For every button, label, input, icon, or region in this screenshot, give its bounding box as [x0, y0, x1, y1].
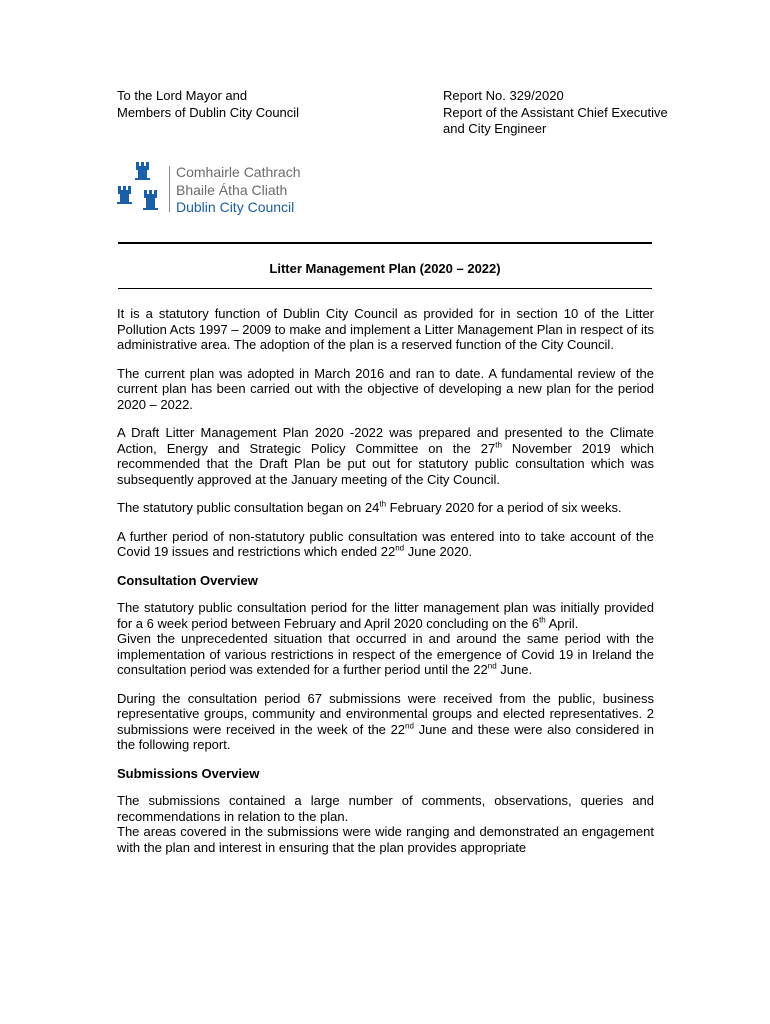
paragraph: Given the unprecedented situation that occurred in and around the same period with the implementation of various restrictions in respect of the emergence of Covid 19 in Ireland the consultation period was extended for a further period until the 22nd June. [117, 631, 654, 677]
paragraph: The statutory public consultation period for the litter management plan was initially provided for a 6 week period between February and April 2020 concluding on the 6th April. [117, 600, 654, 631]
addressee-line-2: Members of Dublin City Council [117, 104, 300, 120]
paragraph: A Draft Litter Management Plan 2020 -2022 was prepared and presented to the Climate Action, Energy and Strategic Policy Committee on the 27th November 2019 which recommended that the Draft Plan be put out for statutory public consultation which was subsequently approved at the January meeting of the City Council. [117, 425, 654, 487]
paragraph: The areas covered in the submissions were wide ranging and demonstrated an engagement with the plan and interest in ensuring that the plan provides appropriate [117, 824, 654, 855]
three-castles-icon [116, 160, 166, 216]
logo-wordmark [176, 164, 301, 217]
logo-line-irish-1: Comhairle Cathrach [176, 164, 301, 180]
document-body [117, 306, 654, 868]
paragraph: The current plan was adopted in March 2016 and ran to date. A fundamental review of the current plan has been carried out with the objective of developing a new plan for the period 2020 – 2022. [117, 365, 654, 412]
paragraph: A further period of non-statutory public consultation was entered into to take account of the Covid 19 issues and restrictions which ended 22nd June 2020. [117, 528, 654, 559]
document-title: Litter Management Plan (2020 – 2022) [269, 261, 501, 276]
paragraph: During the consultation period 67 submissions were received from the public, business representative groups, community and environmental groups and elected representatives. 2 submissions were received in the week of the 22nd June and these were also considered in the following report. [117, 690, 654, 752]
logo-divider [169, 166, 170, 212]
paragraph: The statutory public consultation began on 24th February 2020 for a period of six weeks. [117, 499, 622, 515]
section-heading-submissions: Submissions Overview [117, 765, 260, 781]
logo-line-irish-2: Bhaile Átha Cliath [176, 181, 288, 198]
section-heading-consultation: Consultation Overview [117, 572, 258, 588]
report-author-line-2: and City Engineer [443, 121, 547, 136]
report-info-block [443, 88, 668, 138]
addressee-block [117, 88, 299, 121]
title-rule-top [118, 242, 652, 244]
logo-line-english: Dublin City Council [176, 199, 295, 215]
paragraph: It is a statutory function of Dublin City Council as provided for in section 10 of the Litter Pollution Acts 1997 – 2009 to make and implement a Litter Management Plan in respect of its administrative area. The adoption of the plan is a reserved function of the City Council. [117, 306, 654, 352]
dublin-city-council-logo [116, 158, 356, 218]
addressee-line-1: To the Lord Mayor and [117, 88, 248, 103]
title-rule-bottom [118, 288, 652, 289]
report-number: Report No. 329/2020 [443, 88, 564, 103]
report-author-line-1: Report of the Assistant Chief Executive [443, 104, 668, 120]
paragraph: The submissions contained a large number of comments, observations, queries and recommendations in relation to the plan. [117, 793, 654, 824]
